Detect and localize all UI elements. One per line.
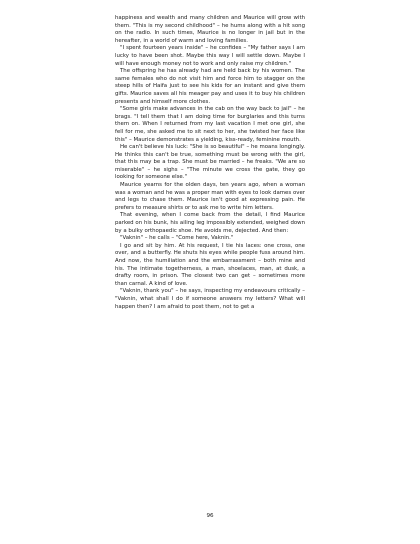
paragraph: The offspring he has already had are held back by his women. The same females who do not visit him and force him to stagger on the steep hills of Haifa just to see his kids for an instant and give them gifts. Maurice saves all his meager pay and uses it to buy his children presents and himself more clothes. [115,68,305,105]
paragraph: "I spent fourteen years inside" – he confides – "My father says I am lucky to have been shot. Maybe this way I will settle down. Maybe I will have enough money not to work and only raise my children." [115,45,305,67]
paragraph: happiness and wealth and many children and Maurice will grow with them. "This is my second childhood" – he hums along with a hit song on the radio. In such times, Maurice is no longer in jail but in the hereafter, in a world of warm and loving families. [115,15,305,44]
paragraph: "Vaknin, thank you" – he says, inspecting my endeavours critically – "Vaknin, what shall I do if someone answers my letters? What will happen then? I am afraid to post them, not to get a [115,288,305,310]
paragraph: That evening, when I come back from the detail, I find Maurice parked on his bunk, his ailing leg impossibly extended, weighed down by a bulky orthopaedic shoe. He avoids me, dejected. And then: [115,212,305,234]
paragraph: Maurice yearns for the olden days, ten years ago, when a woman was a woman and he was a proper man with eyes to look dames over and legs to chase them. Maurice isn't good at expressing pain. He prefers to measure shirts or to ask me to write him letters. [115,182,305,211]
paragraph: I go and sit by him. At his request, I tie his laces: one cross, one over, and a butterfly. He shuts his eyes while people fuss around him. And now, the humiliation and the embarrassment – both mine and his. The intimate togetherness, a man, shoelaces, man, at dusk, a drafty room, in prison. The closest two can get – sometimes more than carnal. A kind of love. [115,242,305,287]
body-text [115,15,305,311]
paragraph: "Vaknin" – he calls – "Come here, Vaknin." [120,235,234,242]
page-number: 96 [206,513,214,519]
paragraph: He can't believe his luck: "She is so beautiful" – he moans longingly. He thinks this can't be true, something must be wrong with the girl, that this may be a trap. She must be married – he freaks. "We are so miserable" – he sighs – "The minute we cross the gate, they go looking for someone else." [115,144,305,181]
paragraph: "Some girls make advances in the cab on the way back to jail" – he brags. "I tell them that I am doing time for burglaries and this turns them on. When I returned from my last vacation I met one girl, she fell for me, she asked me to sit next to her, she twisted her face like this" – Maurice demonstrates a yielding, kiss-ready, feminine mouth. [115,106,305,143]
